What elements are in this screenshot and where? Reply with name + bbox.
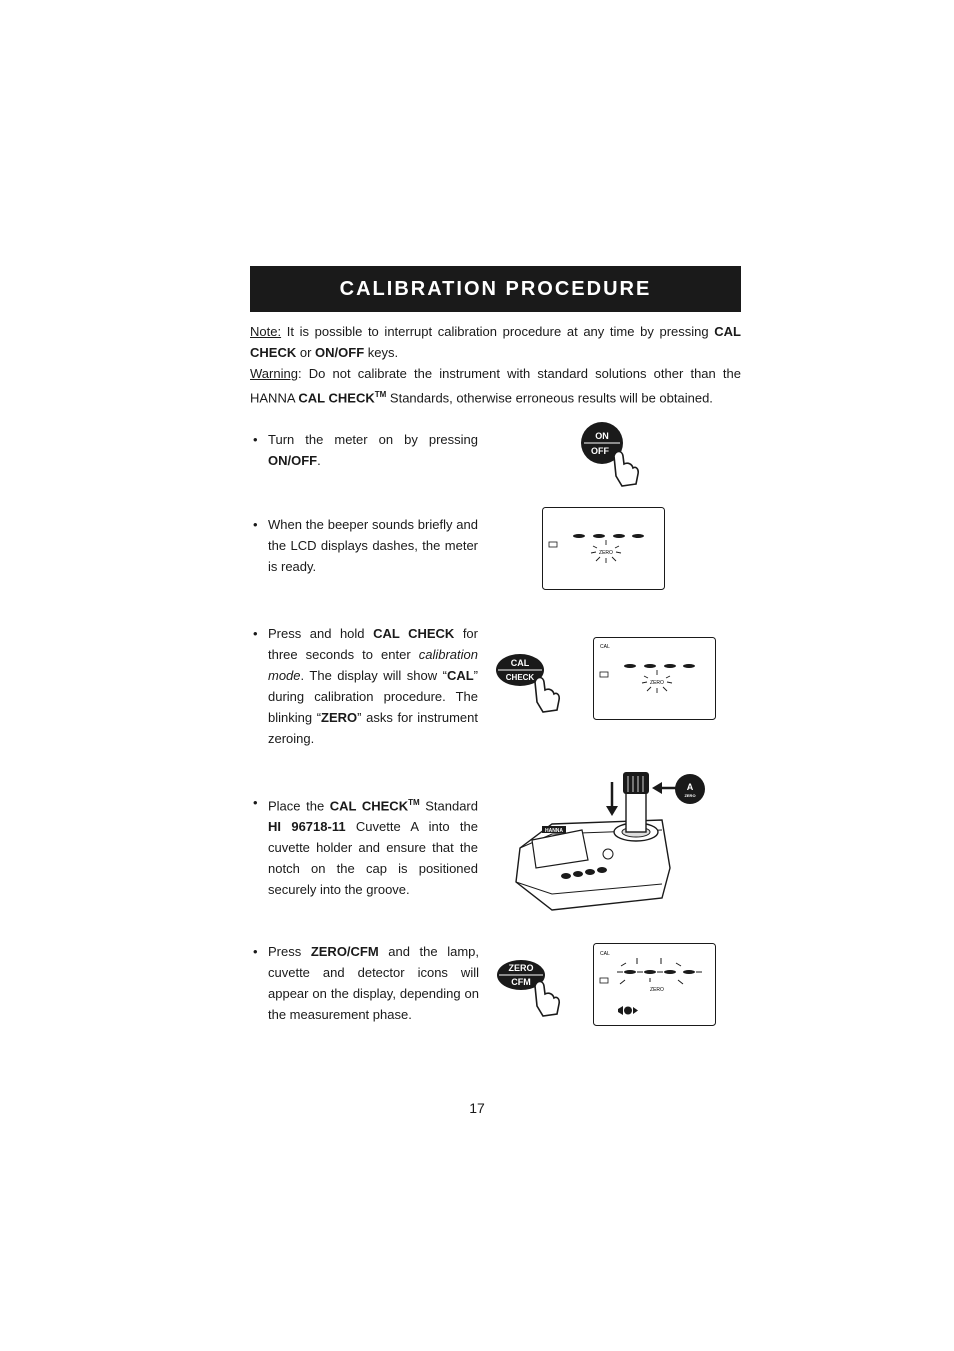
step-ready: • When the beeper sounds briefly and the LCD displays dashes, the meter is ready.: [253, 517, 478, 574]
warning-key-cal-check: CAL CHECK: [298, 390, 375, 406]
step-place-cuvette: • Place the CAL CHECK™ Standard HI 96718-11 Cuvette A into the cuvette holder and ensure that the notch on the cap is positioned securely into the groove.: [253, 795, 478, 898]
page-number: 17: [469, 1100, 485, 1116]
lcd-display-measuring: [592, 942, 718, 1028]
note-key-on-off: ON/OFF: [315, 345, 365, 360]
note-paragraph: Note: It is possible to interrupt calibration procedure at any time by pressing CAL CHECK or ON/OFF keys.: [250, 324, 741, 360]
meter-with-cuvette-figure: [512, 768, 712, 916]
svg-text:ZERO: ZERO: [650, 680, 664, 686]
lcd-display-cal: [592, 636, 718, 722]
svg-text:ZERO: ZERO: [684, 793, 696, 798]
svg-text:ZERO: ZERO: [508, 963, 534, 973]
cuvette-cap: [623, 772, 649, 794]
warning-paragraph: Warning: Do not calibrate the instrument with standard solutions other than the HANNA CAL CHECK™ Standards, otherwise erroneous results will be obtained.: [250, 366, 741, 406]
svg-text:CAL: CAL: [510, 658, 530, 668]
svg-text:ON: ON: [595, 431, 609, 441]
cal-check-button-figure: [495, 652, 567, 720]
svg-text:ZERO: ZERO: [599, 550, 613, 556]
step-zero-cfm: • Press ZERO/CFM and the lamp, cuvette and detector icons will appear on the display, depending on the measurement phase.: [253, 944, 479, 1022]
step-turn-on: • Turn the meter on by pressing ON/OFF.: [253, 432, 478, 468]
svg-text:A: A: [686, 782, 694, 792]
lcd-display-dashes: [541, 506, 667, 592]
section-title: CALIBRATION PROCEDURE: [250, 266, 741, 312]
svg-text:HANNA: HANNA: [544, 828, 564, 834]
note-label: Note:: [250, 324, 282, 339]
cuvette-icon: [624, 1007, 632, 1015]
note-key-cal-check: CAL CHECK: [250, 324, 741, 360]
zero-cfm-button-figure: [497, 958, 567, 1022]
on-off-button-figure: [578, 420, 648, 490]
pointing-finger-icon: [535, 982, 559, 1017]
svg-text:ZERO: ZERO: [650, 987, 664, 993]
svg-text:CAL: CAL: [600, 951, 610, 957]
pointing-finger-icon: [614, 452, 638, 487]
step-cal-check: • Press and hold CAL CHECK for three seconds to enter calibration mode. The display will show “CAL” during calibration procedure. The blinking “ZERO” asks for instrument zeroing.: [253, 626, 478, 746]
warning-label: Warning: [250, 366, 298, 381]
svg-text:CAL: CAL: [600, 644, 610, 650]
pointing-finger-icon: [535, 678, 559, 713]
svg-text:CFM: CFM: [511, 977, 531, 987]
svg-text:CHECK: CHECK: [505, 673, 535, 682]
intro-notes: [250, 321, 741, 408]
svg-text:OFF: OFF: [591, 446, 609, 456]
